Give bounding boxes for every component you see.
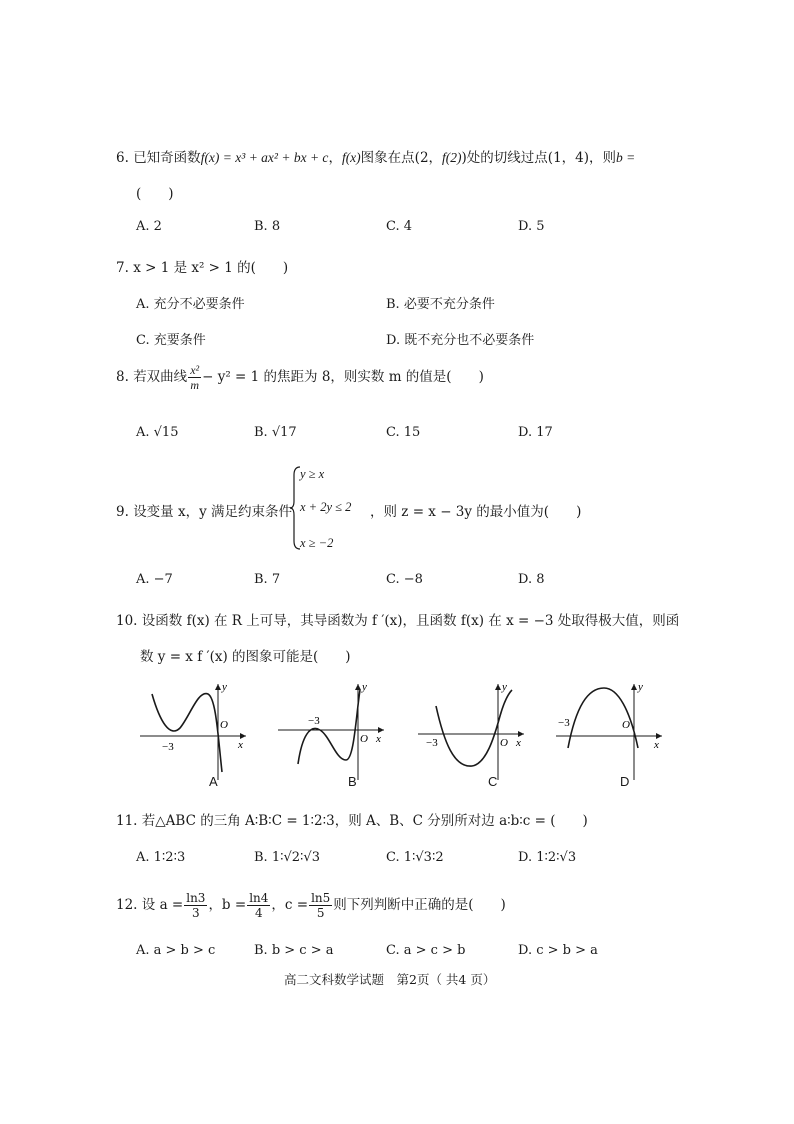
q7-stem-text: x > 1 是 x² > 1 的( ) [133, 260, 289, 276]
q11-option-d: D. 1∶2∶√3 [518, 850, 577, 865]
q7-option-a: A. 充分不必要条件 [136, 297, 245, 312]
q9-stem-tail: ，则 z = x − 3y 的最小值为( ) [370, 504, 582, 520]
q12-option-b: B. b > c > a [254, 943, 334, 958]
q10-graph-a [138, 676, 254, 786]
q12-c-numerator: ln5 [311, 891, 331, 905]
q6-stem-part: 已知奇函数 [133, 150, 201, 166]
q8-option-d: D. 17 [518, 425, 553, 440]
q12-stem-part: ，b = [208, 897, 247, 913]
q12-option-c: C. a > c > b [386, 943, 466, 958]
q8-option-a: A. √15 [136, 425, 179, 440]
y-axis-arrow [355, 684, 361, 690]
tick-label: −3 [558, 717, 570, 729]
curve [568, 688, 638, 748]
q9-constraint-2: x + 2y ≤ 2 [300, 500, 352, 514]
q12-a-denominator: 3 [192, 906, 200, 920]
q12-stem-part: ，c = [271, 897, 309, 913]
q10-graph-c-label: C [488, 774, 498, 789]
q10-graph-c [416, 676, 532, 786]
x-label: x [516, 737, 521, 749]
q12-option-d: D. c > b > a [518, 943, 598, 958]
q12-c-denominator: 5 [316, 906, 325, 920]
q8-stem [116, 364, 484, 391]
q6-stem-part: f(x) [341, 150, 361, 165]
q6-number: 6. [116, 150, 129, 166]
tick-label: −3 [308, 715, 320, 727]
origin-label: O [500, 737, 508, 749]
q10-graph-d [554, 676, 670, 786]
q9-option-a: A. −7 [136, 572, 173, 587]
q6-stem-part: f(2) [442, 150, 462, 165]
q11-stem [116, 809, 588, 829]
q9-option-c: C. −8 [386, 572, 423, 587]
y-label: y [362, 681, 367, 693]
curve [436, 690, 512, 766]
q8-stem-part: − y² = 1 的焦距为 8，则实数 m 的值是( ) [202, 369, 484, 385]
q10-graph-b [276, 676, 392, 786]
q10-stem-line2: 数 y = x f ′(x) 的图象可能是( ) [140, 649, 351, 665]
q10-graph-b-label: B [348, 774, 357, 789]
q6-option-b: B. 8 [254, 219, 281, 234]
q11-stem-text: 若△ABC 的三角 A∶B∶C = 1∶2∶3，则 A、B、C 分别所对边 a∶b∶c = ( ) [141, 813, 588, 829]
q12-a-numerator: ln3 [186, 891, 206, 905]
q8-fraction-numerator: x² [190, 363, 200, 377]
y-axis-arrow [215, 684, 221, 690]
q10-number: 10. [116, 613, 138, 629]
q12-fraction-b [247, 892, 270, 919]
q8-stem-part: 若双曲线 [133, 369, 188, 385]
q6-answer-paren: ( ) [136, 186, 174, 202]
q6-option-d: D. 5 [518, 219, 545, 234]
origin-label: O [360, 733, 368, 745]
q9-stem-lead [116, 500, 292, 520]
q7-option-c: C. 充要条件 [136, 333, 206, 348]
q6-function: f(x) = x³ + ax² + bx + c [200, 150, 329, 165]
q6-stem [116, 146, 635, 166]
x-label: x [376, 733, 381, 745]
q9-number: 9. [116, 504, 129, 520]
q12-stem-part: 设 a = [141, 897, 184, 913]
curve [298, 690, 360, 764]
q9-constraint-1: y ≥ x [300, 467, 325, 481]
q11-option-a: A. 1∶2∶3 [136, 850, 186, 865]
q9-constraint-3: x ≥ −2 [300, 536, 334, 550]
q12-b-numerator: ln4 [249, 891, 269, 905]
y-axis-arrow [495, 684, 501, 690]
q7-option-b: B. 必要不充分条件 [386, 297, 495, 312]
q6-stem-part: b = [616, 150, 636, 165]
q7-option-d: D. 既不充分也不必要条件 [386, 333, 535, 348]
q10-line1-text: 设函数 f(x) 在 R 上可导，其导函数为 f ′(x)，且函数 f(x) 在 x = −3 处取得极大值，则函 [141, 613, 680, 629]
q10-graph-d-label: D [620, 774, 630, 789]
page-footer: 高二文科数学试题 第2页（ 共4 页） [284, 972, 496, 987]
origin-label: O [220, 719, 228, 731]
q8-option-b: B. √17 [254, 425, 297, 440]
q6-option-a: A. 2 [136, 219, 162, 234]
q9-option-b: B. 7 [254, 572, 281, 587]
q12-option-a: A. a > b > c [136, 943, 216, 958]
q6-stem-part: 图象在点(2， [360, 150, 443, 166]
q8-option-c: C. 15 [386, 425, 421, 440]
y-label: y [638, 681, 643, 693]
q10-graph-a-label: A [209, 774, 218, 789]
q8-fraction-denominator: m [190, 378, 199, 392]
q10-stem-line1 [116, 609, 679, 629]
q12-b-denominator: 4 [254, 906, 263, 920]
q11-option-b: B. 1∶√2∶√3 [254, 850, 320, 865]
q12-stem-part: 则下列判断中正确的是( ) [333, 897, 506, 913]
y-axis-arrow [631, 684, 637, 690]
q6-stem-part: )处的切线过点(1，4)，则 [461, 150, 617, 166]
q12-stem [116, 892, 506, 919]
y-label: y [502, 681, 507, 693]
q12-number: 12. [116, 897, 138, 913]
q7-stem [116, 256, 288, 276]
q6-option-c: C. 4 [386, 219, 413, 234]
q11-option-c: C. 1∶√3∶2 [386, 850, 444, 865]
tick-label: −3 [162, 741, 174, 753]
x-label: x [654, 739, 659, 751]
q6-stem-part: ， [328, 150, 342, 166]
q9-option-d: D. 8 [518, 572, 545, 587]
q8-fraction [188, 364, 201, 391]
origin-label: O [622, 719, 630, 731]
q12-fraction-c [309, 892, 332, 919]
y-label: y [222, 681, 227, 693]
q12-fraction-a [184, 892, 207, 919]
tick-label: −3 [426, 737, 438, 749]
x-label: x [238, 739, 243, 751]
curve [152, 694, 222, 772]
q8-number: 8. [116, 369, 129, 385]
q11-number: 11. [116, 813, 138, 829]
q9-stem-part: 设变量 x，y 满足约束条件 [133, 504, 293, 520]
q7-number: 7. [116, 260, 129, 276]
